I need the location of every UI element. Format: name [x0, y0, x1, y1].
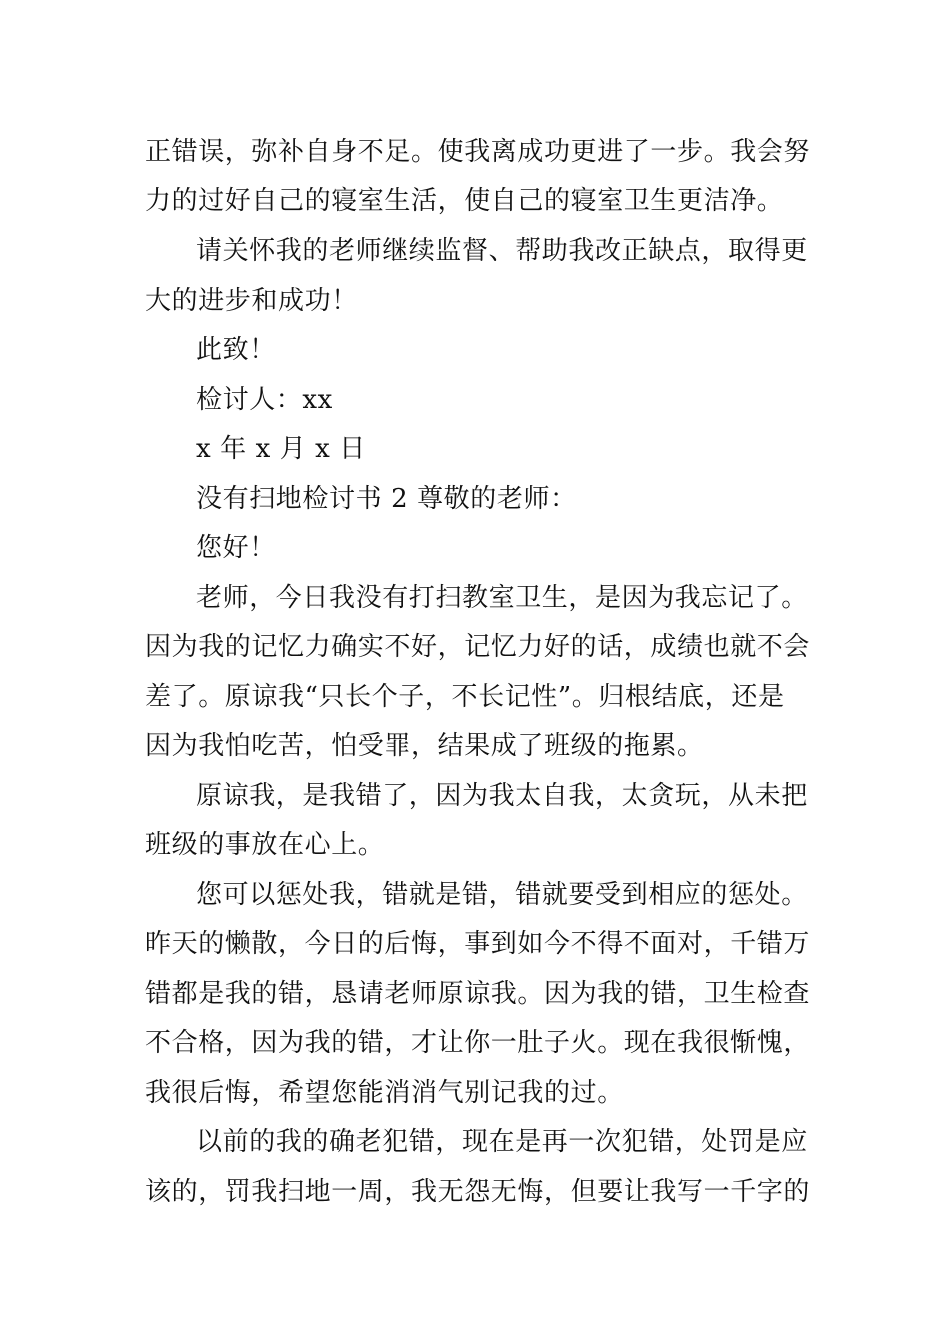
text-line: 该的，罚我扫地一周，我无怨无悔，但要让我写一千字的 — [145, 1177, 811, 1207]
date-line: x 年 x 月 x 日 — [196, 434, 366, 464]
text-line: 昨天的懒散，今日的后悔，事到如今不得不面对，千错万 — [145, 929, 811, 959]
text-line: 老师，今日我没有打扫教室卫生，是因为我忘记了。 — [196, 583, 808, 613]
text-line: 您可以惩处我，错就是错，错就要受到相应的惩处。 — [196, 880, 808, 910]
greeting-line: 您好！ — [196, 533, 276, 563]
text-line: 不合格，因为我的错，才让你一肚子火。现在我很惭愧， — [145, 1028, 811, 1058]
text-line: 因为我怕吃苦，怕受罪，结果成了班级的拖累。 — [145, 731, 704, 761]
text-line: 请关怀我的老师继续监督、帮助我改正缺点，取得更 — [196, 236, 808, 266]
text-line: 错都是我的错，恳请老师原谅我。因为我的错，卫生检查 — [145, 979, 811, 1009]
text-line: 大的进步和成功！ — [145, 286, 358, 316]
text-line: 原谅我，是我错了，因为我太自我，太贪玩，从未把 — [196, 781, 808, 811]
text-line: 班级的事放在心上。 — [145, 830, 385, 860]
text-line: 正错误，弥补自身不足。使我离成功更进了一步。我会努 — [145, 137, 811, 167]
text-line: 我很后悔，希望您能消消气别记我的过。 — [145, 1078, 624, 1108]
signature-line: 检讨人：xx — [196, 385, 333, 415]
text-line: 力的过好自己的寝室生活，使自己的寝室卫生更洁净。 — [145, 186, 784, 216]
text-line: 以前的我的确老犯错，现在是再一次犯错，处罚是应 — [196, 1127, 808, 1157]
text-line: 差了。原谅我“只长个子，不长记性”。归根结底，还是 — [145, 682, 785, 712]
closing-salutation: 此致！ — [196, 335, 276, 365]
text-line: 因为我的记忆力确实不好，记忆力好的话，成绩也就不会 — [145, 632, 811, 662]
section-heading: 没有扫地检讨书 2 尊敬的老师： — [196, 484, 577, 514]
